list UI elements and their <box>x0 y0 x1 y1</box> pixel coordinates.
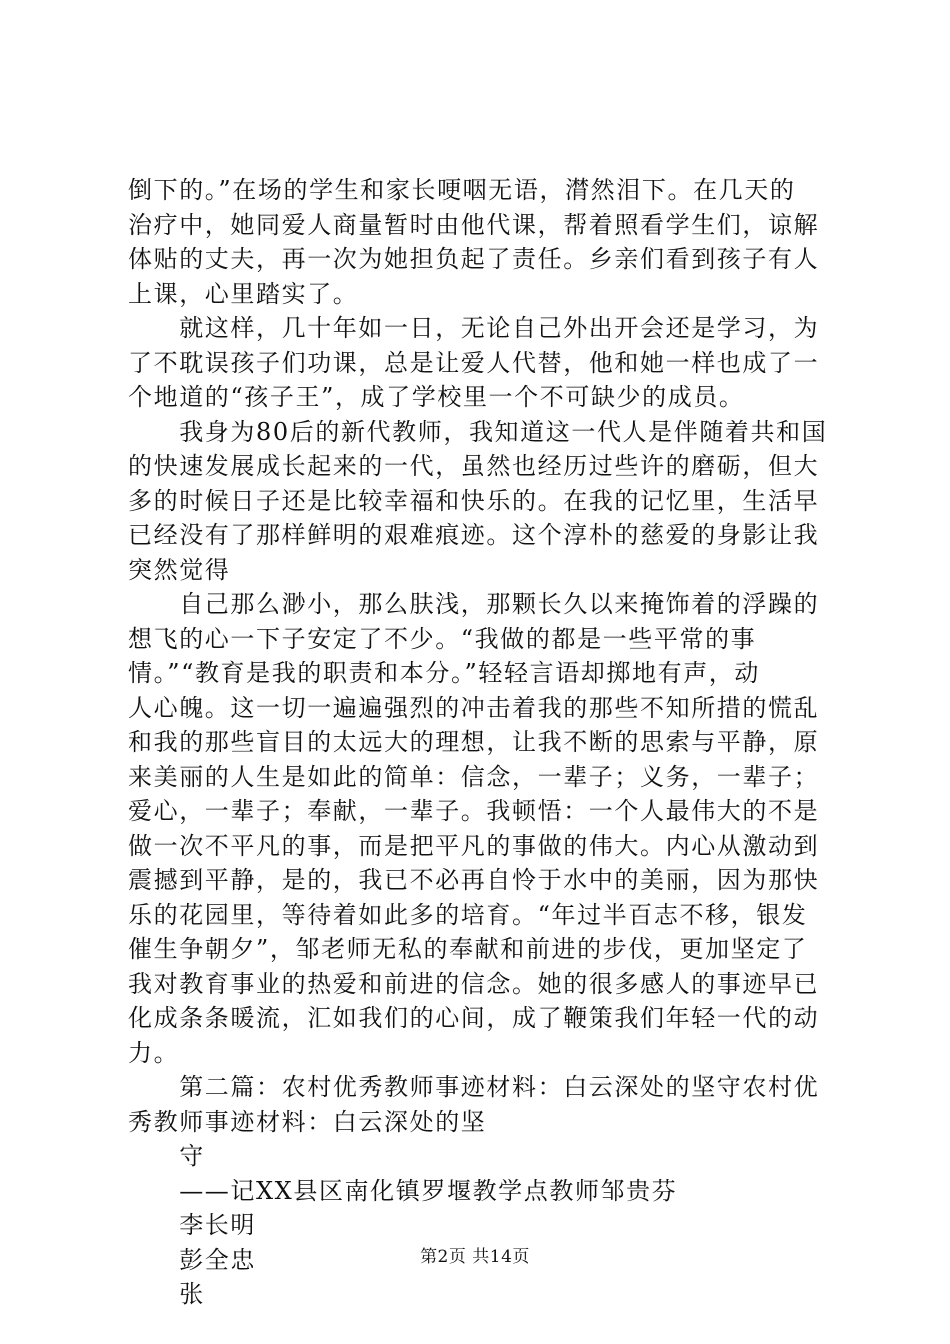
text-line: 人心魄。这一切一遍遍强烈的冲击着我的那些不知所措的慌乱 <box>128 693 820 722</box>
text-line: 已经没有了那样鲜明的艰难痕迹。这个淳朴的慈爱的身影让我 <box>128 521 820 549</box>
section-heading-line: 秀教师事迹材料：白云深处的坚 <box>128 1107 487 1136</box>
author-name: 张 <box>128 1280 205 1308</box>
text-line: 做一次不平凡的事，而是把平凡的事做的伟大。内心从激动到 <box>128 831 820 860</box>
subtitle-line: ——记XX县区南化镇罗堰教学点教师邹贵芬 <box>128 1176 678 1205</box>
author-name: 彭全忠 <box>128 1245 256 1274</box>
text-line: 突然觉得 <box>128 555 231 584</box>
section-heading-line: 第二篇：农村优秀教师事迹材料：白云深处的坚守农村优 <box>128 1073 820 1101</box>
text-line: 来美丽的人生是如此的简单：信念，一辈子；义务，一辈子； <box>128 762 820 791</box>
text-line: 催生争朝夕”，邹老师无私的奉献和前进的步伐，更加坚定了 <box>128 935 808 963</box>
text-line: 就这样，几十年如一日，无论自己外出开会还是学习，为 <box>128 314 820 342</box>
text-line: 体贴的丈夫，再一次为她担负起了责任。乡亲们看到孩子有人 <box>128 245 820 273</box>
text-line: 化成条条暖流，汇如我们的心间，成了鞭策我们年轻一代的动 <box>128 1004 820 1032</box>
text-line: 力。 <box>128 1038 180 1067</box>
text-line: 自己那么渺小，那么肤浅，那颗长久以来掩饰着的浮躁的 <box>128 590 820 618</box>
text-line: 想飞的心一下子安定了不少。“我做的都是一些平常的事 <box>128 624 757 653</box>
text-line: 乐的花园里，等待着如此多的培育。“年过半百志不移，银发 <box>128 900 808 929</box>
section-heading-line: 守 <box>128 1142 205 1170</box>
text-line: 我对教育事业的热爱和前进的信念。她的很多感人的事迹早已 <box>128 969 820 998</box>
text-line: 情。”“教育是我的职责和本分。”轻轻言语却掷地有声，动 <box>128 659 761 687</box>
text-line: 震撼到平静，是的，我已不必再自怜于水中的美丽，因为那快 <box>128 866 820 894</box>
text-line: 了不耽误孩子们功课，总是让爱人代替，他和她一样也成了一 <box>128 348 820 377</box>
body-text <box>128 173 832 1312</box>
text-line: 的快速发展成长起来的一代，虽然也经历过些许的磨砺，但大 <box>128 452 820 480</box>
text-line: 治疗中，她同爱人商量暂时由他代课，帮着照看学生们，谅解 <box>128 210 820 239</box>
text-line: 多的时候日子还是比较幸福和快乐的。在我的记忆里，生活早 <box>128 486 820 515</box>
author-name: 李长明 <box>128 1211 256 1239</box>
text-line: 我身为80后的新代教师，我知道这一代人是伴随着共和国 <box>128 417 828 446</box>
text-line: 爱心，一辈子；奉献，一辈子。我顿悟：一个人最伟大的不是 <box>128 797 820 825</box>
text-line: 个地道的“孩子王”，成了学校里一个不可缺少的成员。 <box>128 383 745 411</box>
text-line: 倒下的。”在场的学生和家长哽咽无语，潸然泪下。在几天的 <box>128 176 796 204</box>
text-line: 和我的那些盲目的太远大的理想，让我不断的思索与平静，原 <box>128 728 820 756</box>
page-footer: 第2页 共14页 <box>420 1247 530 1267</box>
text-line: 上课，心里踏实了。 <box>128 279 359 308</box>
